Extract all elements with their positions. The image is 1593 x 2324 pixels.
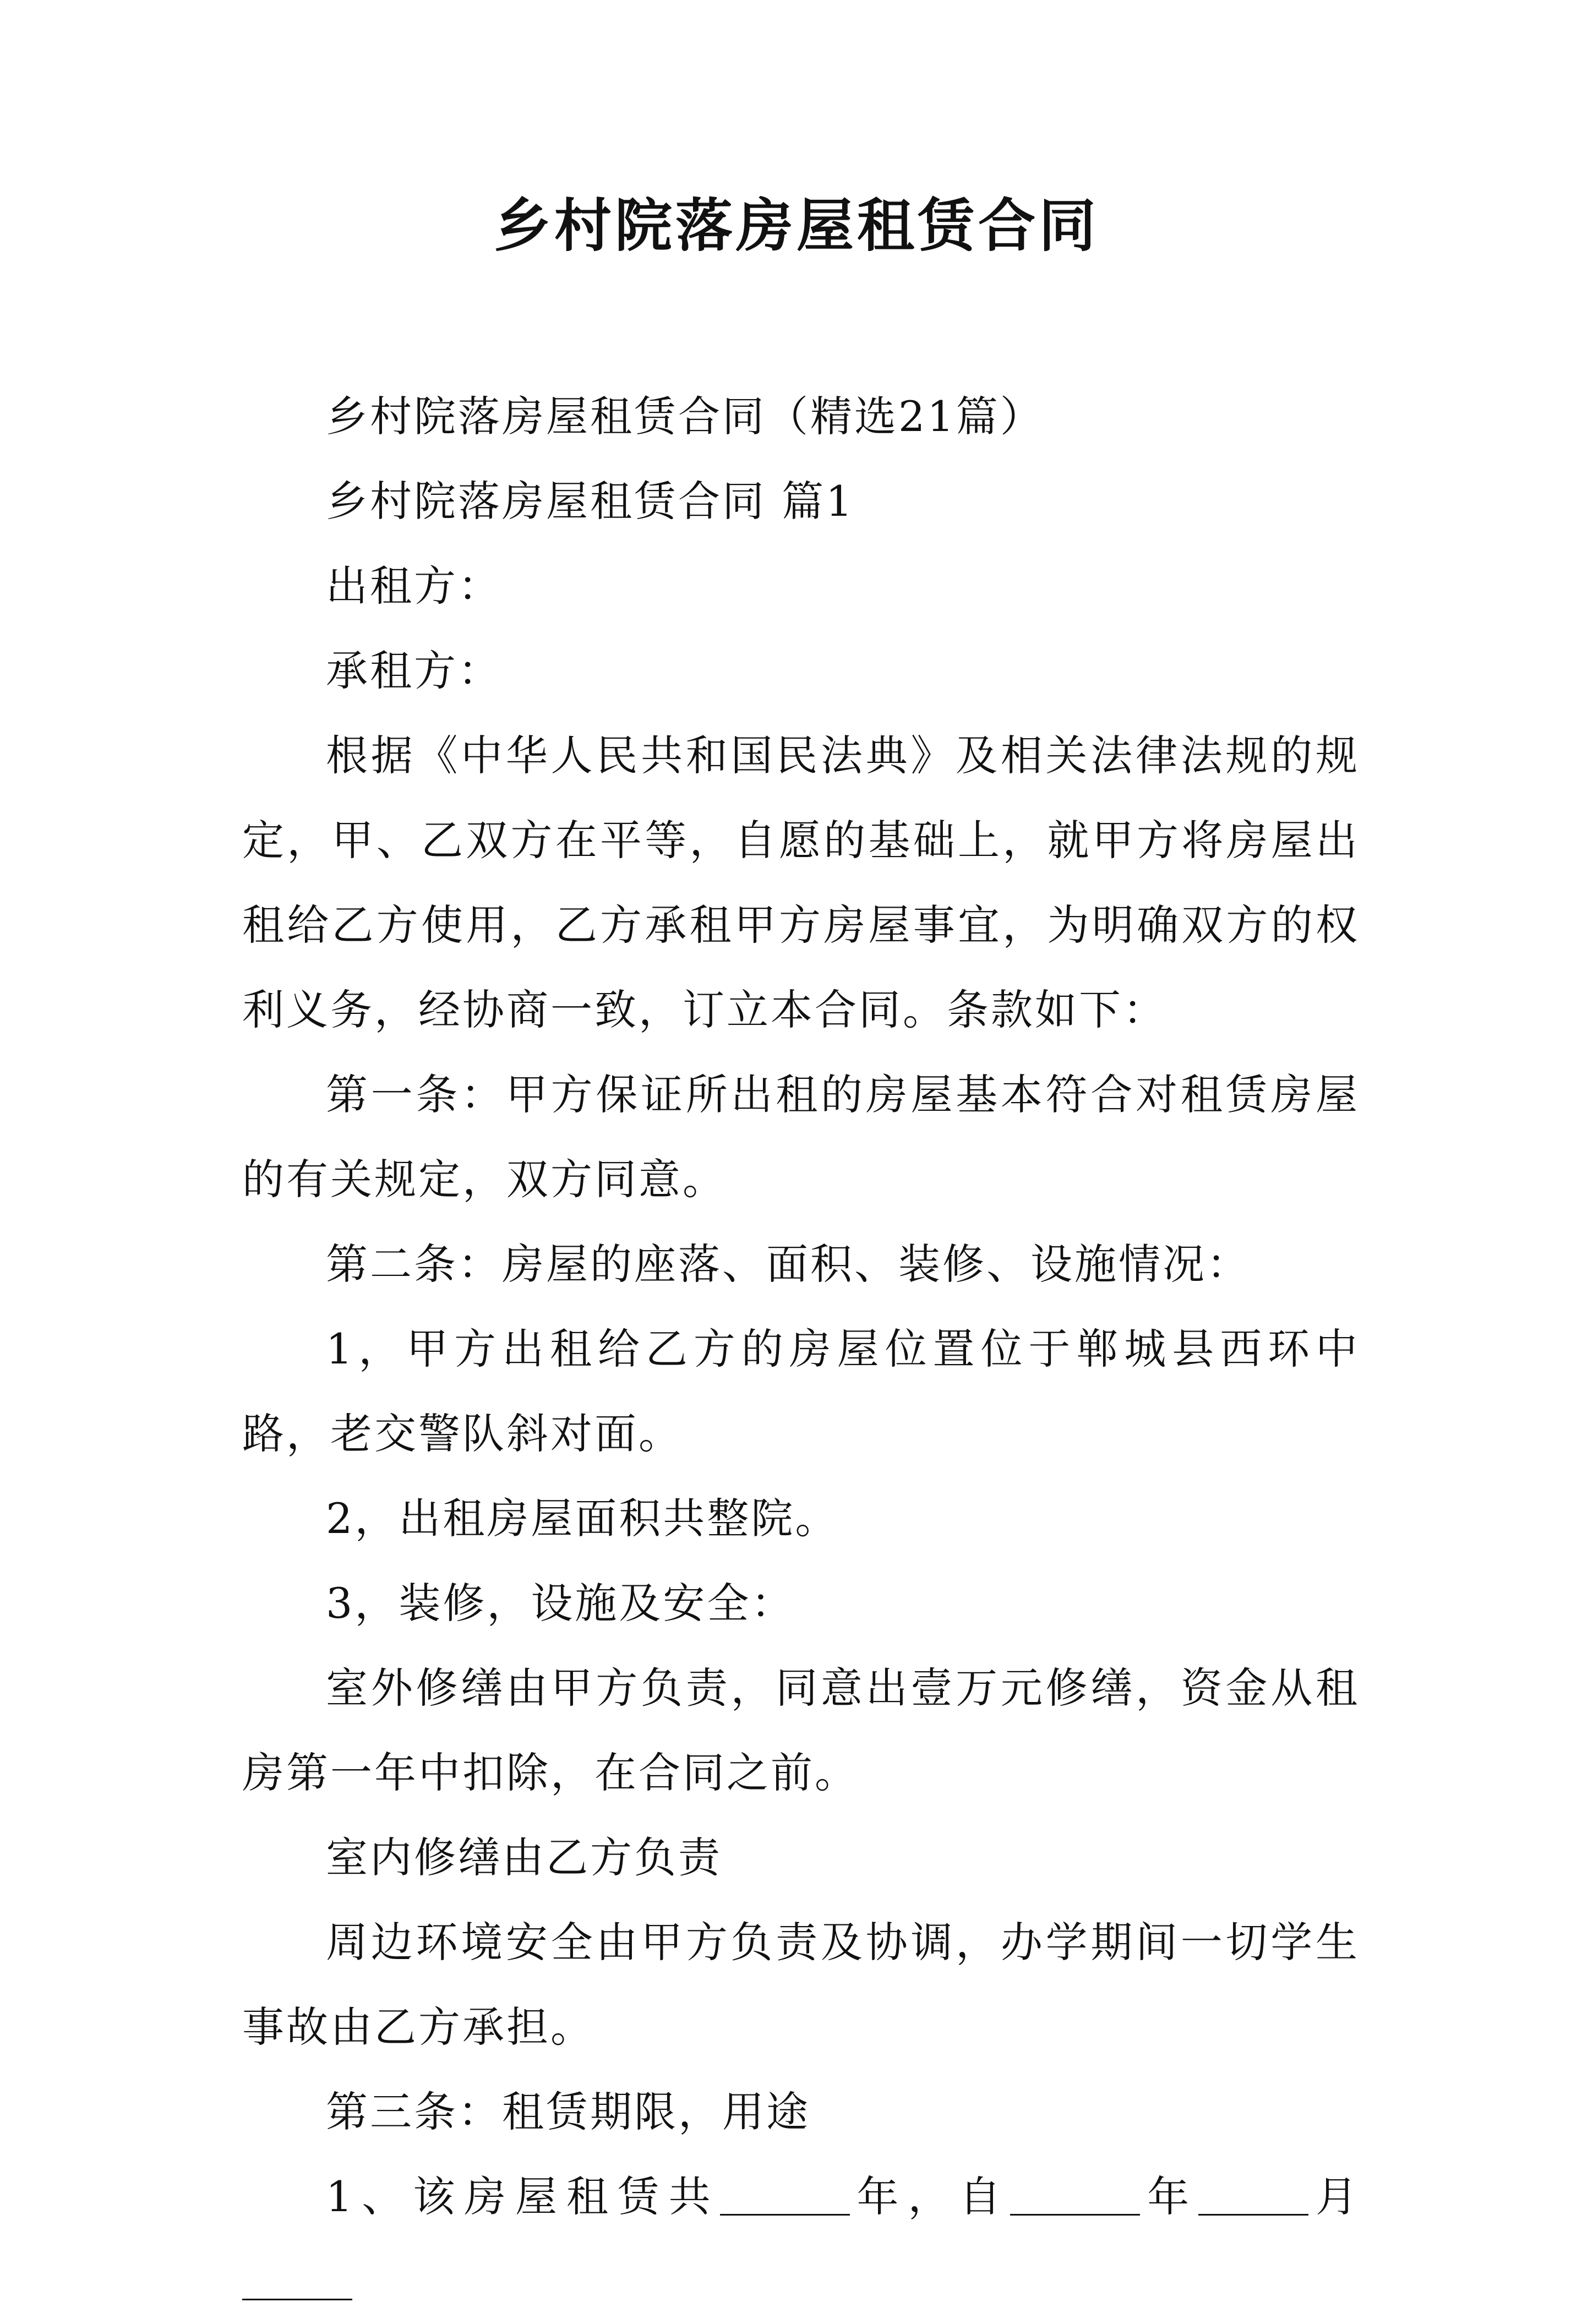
fill-blank-years	[720, 2175, 850, 2216]
lease-term-text-3: 年	[1140, 2172, 1199, 2221]
paragraph-lessee: 承租方：	[326, 646, 502, 695]
lease-term-text-1: 1、该房屋租赁共	[326, 2172, 720, 2221]
fill-blank-start-month	[1198, 2175, 1308, 2216]
paragraph-article-3: 第三条：租赁期限，用途	[326, 2087, 810, 2136]
paragraph-lease-term	[242, 2154, 1360, 2324]
paragraph-subtitle: 乡村院落房屋租赁合同（精选21篇）	[326, 392, 1044, 441]
fill-blank-start-day	[242, 2260, 352, 2300]
paragraph-article-2: 第二条：房屋的座落、面积、装修、设施情况：	[326, 1240, 1251, 1289]
paragraph-decoration: 3，装修，设施及安全：	[326, 1579, 795, 1628]
document-title: 乡村院落房屋租赁合同	[493, 192, 1099, 259]
paragraph-lessor: 出租方：	[326, 561, 502, 610]
paragraph-area: 2，出租房屋面积共整院。	[326, 1494, 839, 1543]
paragraph-article-1: 第一条：甲方保证所出租的房屋基本符合对租赁房屋的有关规定，双方同意。	[242, 1070, 1360, 1204]
paragraph-section-heading: 乡村院落房屋租赁合同 篇1	[326, 477, 855, 526]
paragraph-outdoor-repair: 室外修缮由甲方负责，同意出壹万元修缮，资金从租房第一年中扣除，在合同之前。	[242, 1663, 1360, 1797]
lease-term-text-2: 年，自	[849, 2172, 1011, 2221]
fill-blank-start-year	[1010, 2175, 1140, 2216]
lease-term-text-4: 月	[1308, 2172, 1360, 2221]
paragraph-indoor-repair: 室内修缮由乙方负责	[326, 1833, 722, 1882]
paragraph-location: 1，甲方出租给乙方的房屋位置位于郸城县西环中路，老交警队斜对面。	[242, 1324, 1360, 1458]
paragraph-safety: 周边环境安全由甲方负责及协调，办学期间一切学生事故由乙方承担。	[242, 1918, 1360, 2052]
document-body	[242, 374, 1360, 2324]
paragraph-preamble: 根据《中华人民共和国民法典》及相关法律法规的规定，甲、乙双方在平等，自愿的基础上，就甲方将房屋出租给乙方使用，乙方承租甲方房屋事宜，为明确双方的权利义务，经协商一致，订立本合同。条款如下：	[242, 731, 1360, 1034]
